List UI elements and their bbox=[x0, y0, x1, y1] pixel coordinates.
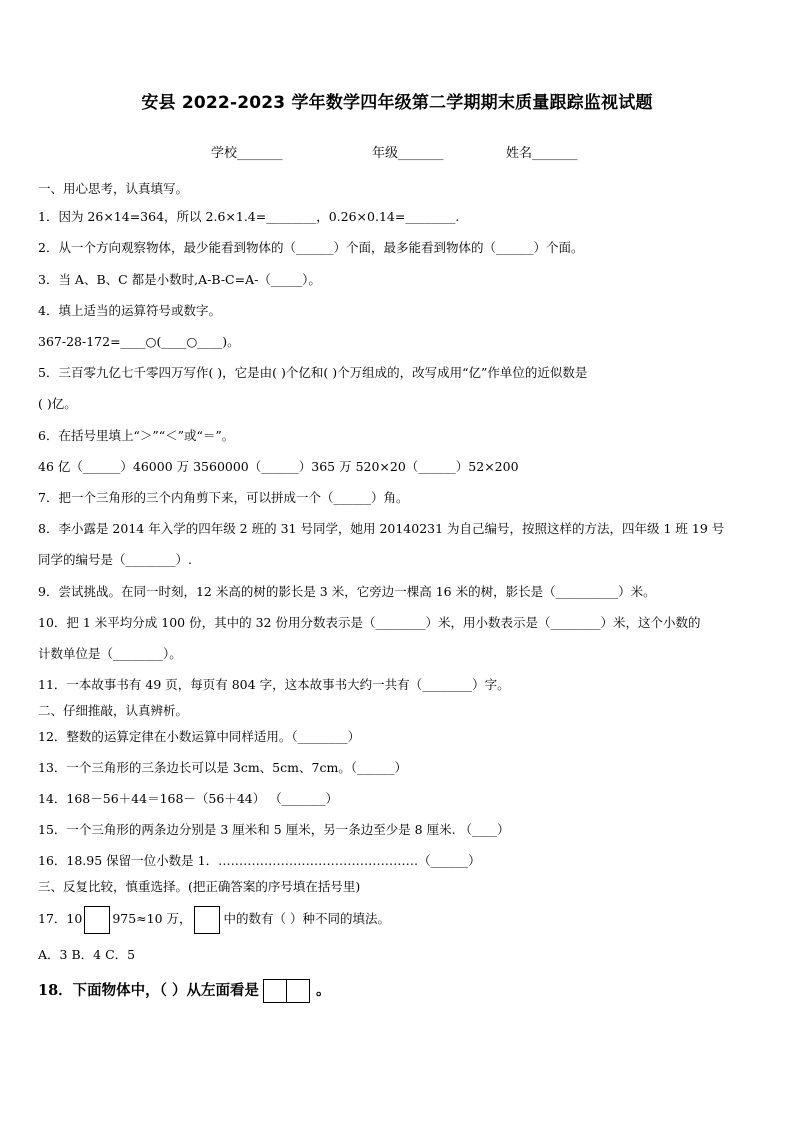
question-17-mid: 975≈10 万， bbox=[112, 911, 192, 926]
question-15: 15．一个三角形的两条边分别是 3 厘米和 5 厘米，另一条边至少是 8 厘米. （____） bbox=[38, 822, 510, 837]
question-18-prefix: 18．下面物体中，（ ）从左面看是 bbox=[38, 982, 259, 999]
question-18-suffix: 。 bbox=[315, 982, 331, 999]
question-4-expression: 367-28-172=____○(____○____)。 bbox=[38, 334, 240, 349]
question-17-suffix: 中的数有（ ）种不同的填法。 bbox=[223, 911, 391, 926]
view-square-right bbox=[286, 979, 310, 1003]
left-view-figure bbox=[263, 978, 310, 1004]
question-18 bbox=[38, 978, 330, 1004]
question-17-options: A．3 B．4 C．5 bbox=[38, 947, 136, 962]
question-6: 6．在括号里填上“＞”“＜”或“＝”。 bbox=[38, 428, 235, 443]
grade-field: 年级_______ bbox=[372, 146, 444, 161]
question-14: 14．168－56＋44＝168－（56＋44） （_______） bbox=[38, 791, 338, 806]
section-2-heading: 二、仔细推敲，认真辨析。 bbox=[38, 703, 189, 718]
question-12: 12．整数的运算定律在小数运算中同样适用。（________） bbox=[38, 729, 361, 744]
question-3: 3．当 A、B、C 都是小数时,A-B-C=A-（_____）。 bbox=[38, 272, 321, 287]
question-9: 9．尝试挑战。在同一时刻，12 米高的树的影长是 3 米，它旁边一棵高 16 米的树，影长是（__________）米。 bbox=[38, 584, 656, 599]
question-8-line-1: 8．李小露是 2014 年入学的四年级 2 班的 31 号同学，她用 20140231 为自己编号，按照这样的方法，四年级 1 班 19 号 bbox=[38, 521, 725, 536]
question-6-comparisons: 46 亿（______）46000 万 3560000（______）365 万 520×20（______）52×200 bbox=[38, 459, 519, 474]
question-8-line-2: 同学的编号是（________）. bbox=[38, 552, 192, 567]
question-1: 1．因为 26×14=364，所以 2.6×1.4=________，0.26×0.14=________. bbox=[38, 209, 460, 224]
question-4: 4．填上适当的运算符号或数字。 bbox=[38, 303, 221, 318]
school-field: 学校_______ bbox=[211, 146, 283, 161]
question-13: 13．一个三角形的三条边长可以是 3cm、5cm、7cm。（______） bbox=[38, 760, 408, 775]
question-16: 16．18.95 保留一位小数是 1．…………………………………………（______） bbox=[38, 853, 481, 868]
question-2: 2．从一个方向观察物体，最少能看到物体的（______）个面，最多能看到物体的（______）个面。 bbox=[38, 240, 584, 255]
exam-title: 安县 2022-2023 学年数学四年级第二学期期末质量跟踪监视试题 bbox=[141, 93, 653, 113]
section-3-heading: 三、反复比较，慎重选择。(把正确答案的序号填在括号里) bbox=[38, 879, 361, 894]
question-11: 11．一本故事书有 49 页，每页有 804 字，这本故事书大约一共有（________）字。 bbox=[38, 677, 510, 692]
question-7: 7．把一个三角形的三个内角剪下来，可以拼成一个（______）角。 bbox=[38, 490, 409, 505]
section-1-heading: 一、用心思考，认真填写。 bbox=[38, 181, 189, 196]
question-10-line-1: 10．把 1 米平均分成 100 份，其中的 32 份用分数表示是（________）米，用小数表示是（________）米，这个小数的 bbox=[38, 615, 701, 630]
question-17 bbox=[38, 905, 390, 933]
question-5-line-1: 5．三百零九亿七千零四万写作( )，它是由( )个亿和( )个万组成的，改写成用“亿”作单位的近似数是 bbox=[38, 365, 588, 380]
digit-blank-box bbox=[84, 906, 110, 934]
question-17-prefix: 17．10 bbox=[38, 911, 83, 926]
question-10-line-2: 计数单位是（________）。 bbox=[38, 646, 182, 661]
digit-blank-box-reference bbox=[194, 906, 220, 934]
question-5-line-2: ( )亿。 bbox=[38, 396, 77, 411]
view-square-left bbox=[263, 979, 287, 1003]
name-field: 姓名_______ bbox=[506, 146, 578, 161]
